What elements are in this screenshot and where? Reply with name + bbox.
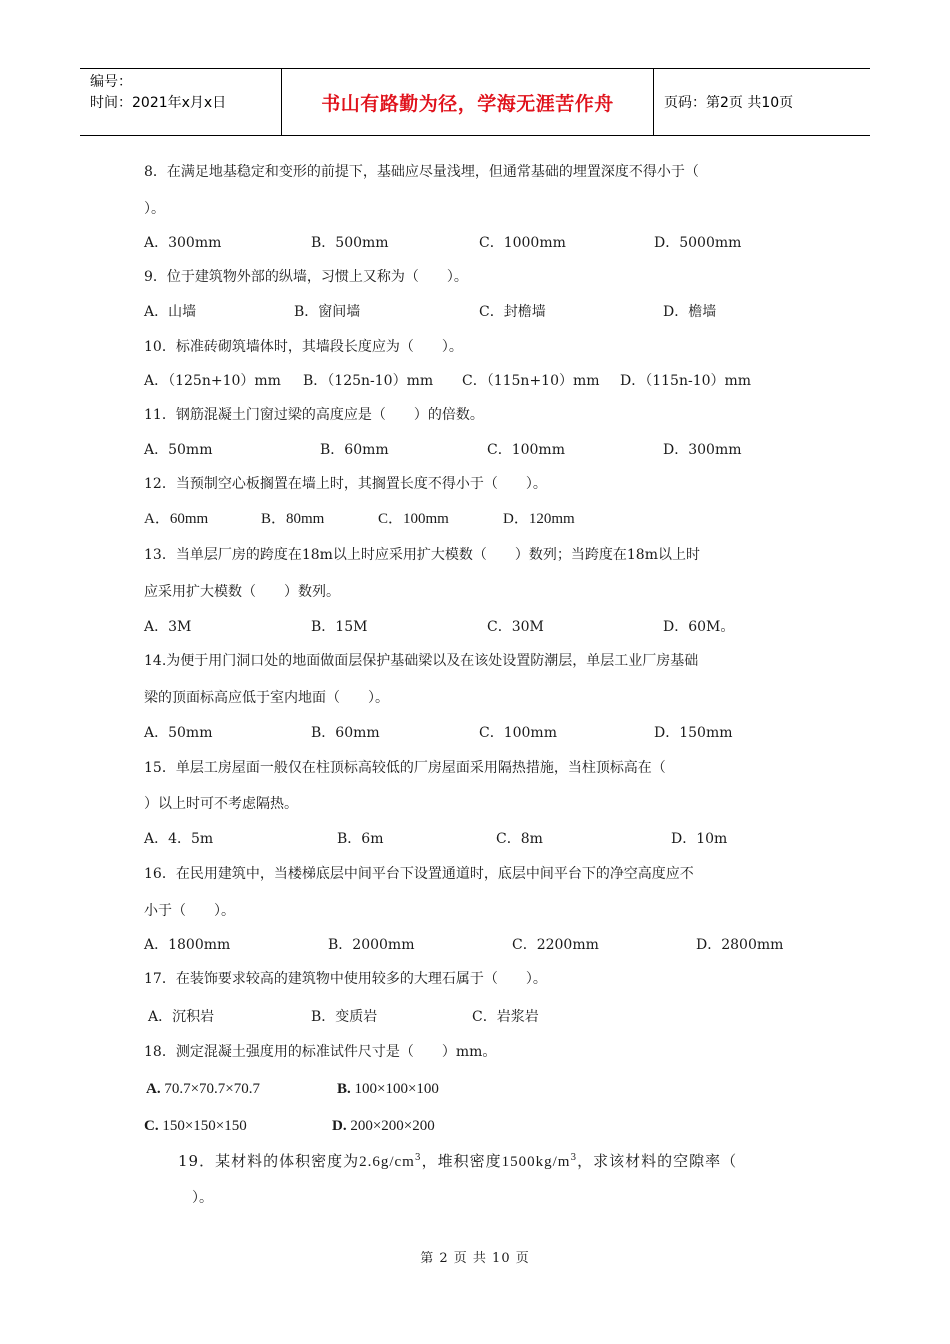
question-8-text-cont: ）。 xyxy=(144,201,165,217)
option-b: B．变质岩 xyxy=(311,1009,378,1025)
question-11-text: 11．钢筋混凝土门窗过梁的高度应是（ ）的倍数。 xyxy=(144,407,484,423)
option-d: D．60M。 xyxy=(663,619,735,635)
question-13-options xyxy=(144,618,824,636)
option-a: A．50mm xyxy=(144,442,213,458)
question-11-options xyxy=(144,441,824,459)
question-8-options xyxy=(144,234,824,252)
option-c: C．封檐墙 xyxy=(479,304,546,320)
question-13-text-cont: 应采用扩大模数（ ）数列。 xyxy=(144,584,340,600)
question-16-text-cont: 小于（ ）。 xyxy=(144,903,235,919)
question-9-text: 9．位于建筑物外部的纵墙，习惯上又称为（ ）。 xyxy=(144,269,468,285)
option-d: D．10m xyxy=(671,831,728,847)
option-d: D．5000mm xyxy=(654,235,742,251)
option-c: C. 150×150×150 xyxy=(144,1118,247,1134)
question-12-text: 12．当预制空心板搁置在墙上时，其搁置长度不得小于（ ）。 xyxy=(144,476,547,492)
option-c: C．100mm xyxy=(479,725,557,741)
option-c: C．岩浆岩 xyxy=(472,1009,539,1025)
question-19-text-cont: ）。 xyxy=(192,1190,213,1206)
option-a: A．3M xyxy=(144,619,192,635)
option-b: B．6m xyxy=(337,831,384,847)
question-14-text: 14.为便于用门洞口处的地面做面层保护基础梁以及在该处设置防潮层，单层工业厂房基础 xyxy=(144,653,699,669)
option-a: A．4．5m xyxy=(144,831,214,847)
option-b: B．60mm xyxy=(320,442,389,458)
option-d: D．（115n-10）mm xyxy=(620,373,752,389)
option-c: C．2200mm xyxy=(512,937,599,953)
header-motto: 书山有路勤为径，学海无涯苦作舟 xyxy=(282,69,654,135)
option-d: D．120mm xyxy=(503,511,575,527)
question-15-options xyxy=(144,830,824,848)
option-c: C．100mm xyxy=(378,511,449,527)
option-d: D．300mm xyxy=(663,442,742,458)
question-9-options xyxy=(144,303,824,321)
option-a: A．沉积岩 xyxy=(148,1009,215,1025)
option-c: C．1000mm xyxy=(479,235,566,251)
question-8-text: 8．在满足地基稳定和变形的前提下，基础应尽量浅埋，但通常基础的埋置深度不得小于（ xyxy=(144,164,699,180)
option-b: B．60mm xyxy=(311,725,380,741)
option-b: B．15M xyxy=(311,619,368,635)
page-footer: 第 2 页 共 10 页 xyxy=(420,1251,530,1266)
option-d: D．檐墙 xyxy=(663,304,717,320)
option-b: B．80mm xyxy=(261,511,325,527)
question-18-options-row2 xyxy=(144,1117,824,1135)
option-b: B．2000mm xyxy=(328,937,415,953)
question-16-options xyxy=(144,936,824,954)
option-a: A．（125n+10）mm xyxy=(144,373,281,389)
question-14-text-cont: 梁的顶面标高应低于室内地面（ ）。 xyxy=(144,690,389,706)
header-page-info: 页码：第2页 共10页 xyxy=(664,95,794,111)
option-a: A．60mm xyxy=(144,511,209,527)
question-16-text: 16．在民用建筑中，当楼梯底层中间平台下设置通道时，底层中间平台下的净空高度应不 xyxy=(144,866,694,882)
question-10-text: 10．标准砖砌筑墙体时，其墙段长度应为（ ）。 xyxy=(144,339,463,355)
option-a: A．1800mm xyxy=(144,937,231,953)
number-label: 编号： xyxy=(90,74,132,90)
question-10-options xyxy=(144,372,824,390)
document-header xyxy=(80,68,870,136)
time-label: 时间：2021年x月x日 xyxy=(90,95,227,111)
option-b: B．500mm xyxy=(311,235,389,251)
option-c: C．8m xyxy=(496,831,543,847)
option-a: A. 70.7×70.7×70.7 xyxy=(146,1081,261,1097)
question-14-options xyxy=(144,724,824,742)
option-a: A．50mm xyxy=(144,725,213,741)
option-c: C．（115n+10）mm xyxy=(462,373,600,389)
option-d: D．150mm xyxy=(654,725,733,741)
option-b: B. 100×100×100 xyxy=(337,1081,439,1097)
option-a: A．300mm xyxy=(144,235,222,251)
question-18-options-row1 xyxy=(144,1080,824,1098)
option-d: D. 200×200×200 xyxy=(332,1118,435,1134)
question-17-options xyxy=(144,1008,824,1026)
header-meta xyxy=(80,69,282,135)
question-19-text: 19．某材料的体积密度为$2.6g/cm^3$，堆积密度$1500kg/m^3$，求该材料的空隙率（ xyxy=(178,1152,738,1170)
option-c: C．100mm xyxy=(487,442,565,458)
question-12-options xyxy=(144,510,824,528)
option-b: B．（125n-10）mm xyxy=(303,373,434,389)
question-18-text: 18．测定混凝土强度用的标准试件尺寸是（ ）mm。 xyxy=(144,1044,497,1060)
option-c: C．30M xyxy=(487,619,544,635)
question-15-text: 15．单层工房屋面一般仅在柱顶标高较低的厂房屋面采用隔热措施，当柱顶标高在（ xyxy=(144,760,666,776)
option-a: A．山墙 xyxy=(144,304,197,320)
question-15-text-cont: ）以上时可不考虑隔热。 xyxy=(144,796,298,812)
option-d: D．2800mm xyxy=(696,937,784,953)
question-13-text: 13．当单层厂房的跨度在18m以上时应采用扩大模数（ ）数列；当跨度在18m以上时 xyxy=(144,547,700,563)
option-b: B．窗间墙 xyxy=(294,304,361,320)
question-17-text: 17．在装饰要求较高的建筑物中使用较多的大理石属于（ ）。 xyxy=(144,971,547,987)
